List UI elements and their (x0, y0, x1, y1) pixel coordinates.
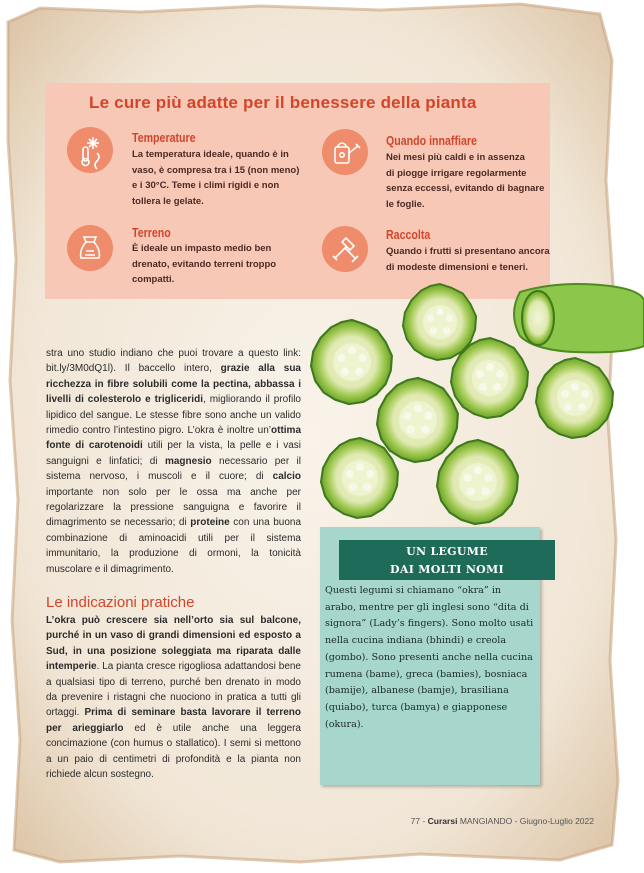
temperature-heading: Temperature (132, 131, 196, 145)
thermometer-icon (67, 127, 113, 173)
harvest-heading: Raccolta (386, 228, 431, 242)
garden-tools-icon (322, 226, 368, 272)
section-heading: Le indicazioni pratiche (46, 594, 195, 611)
watering-heading: Quando innaffiare (386, 134, 477, 148)
page-footer: 77 - Curarsi MANGIANDO - Giugno-Luglio 2022 (410, 816, 594, 826)
legume-names-box (320, 527, 540, 785)
soil-heading: Terreno (132, 226, 171, 240)
care-title: Le cure più adatte per il benessere della pianta (89, 93, 477, 112)
watering-text: Nei mesi più caldi e in assenza di piogge irrigare regolarmente senza eccessi, evitando di bagnare le foglie. (386, 152, 545, 210)
soil-bag-icon (67, 225, 113, 271)
harvest-text: Quando i frutti si presentano ancora di modeste dimensioni e teneri. (386, 246, 550, 273)
care-tips-panel (45, 83, 550, 299)
box-title: UN LEGUME DAI MOLTI NOMI (339, 540, 555, 580)
main-body-text: stra uno studio indiano che puoi trovare a questo link: bit.ly/3M0dQ1l). Il baccello intero, grazie alla sua ricchezza in fibre solubili come la pectina, abbassa i livelli di colesterolo e trigliceridi, migliorando il profilo lipidico del sangue. Le stesse fibre sono anche un valido rimedio contro l’intestino pigro. L’okra è inoltre un’ottima fonte di carotenoidi utili per la vista, la pelle e i vasi sanguigni e linfatici; di magnesio necessario per il sistema nervoso, i muscoli e il cuore; di calcio importante non solo per le ossa ma anche per regolarizzare la pressione sanguigna e favorire il dimagrimento se necessario; di proteine con una buona combinazione di aminoacidi utili per il sistema immunitario, la produzione di ormoni, la tonicità muscolare e il dimagrimento. (46, 348, 302, 575)
watering-can-icon (322, 129, 368, 175)
box-text: Questi legumi si chiamano “okra” in arabo, mentre per gli inglesi sono “dita di signora” (Lady’s fingers). Sono molto usati nella cucina indiana (bhindi) e creola (gombo). Sono presenti anche nella cucina rumena (bame), greca (bamies), bosniaca (bamije), albanese (bamje), brasiliana (quiabo), turca (bamya) e giapponese (okura). (325, 585, 534, 730)
section-body-text: L’okra può crescere sia nell’orto sia sul balcone, purché in un vaso di grandi dimensioni ed esposto a Sud, in una posizione soleggiata ma riparata dalle intemperie. La pianta cresce rigogliosa adattandosi bene a qualsiasi tipo di terreno, purché ben drenato in modo da prevenire i ristagni che nuociono in pratica a tutti gli ortaggi. Prima di seminare basta lavorare il terreno per arieggiarlo ed è utile anche una leggera concimazione (con humus o stallatico). I semi si mettono a un paio di centimetri di profondità e la pianta non richiede alcun sostegno. (46, 615, 301, 781)
temperature-text: La temperatura ideale, quando è in vaso, è compresa tra i 15 (non meno) e i 30°C. Teme i climi rigidi e non tollera le gelate. (132, 149, 300, 207)
okra-slices-image (300, 270, 644, 535)
soil-text: È ideale un impasto medio ben drenato, evitando terreni troppo compatti. (132, 243, 277, 285)
